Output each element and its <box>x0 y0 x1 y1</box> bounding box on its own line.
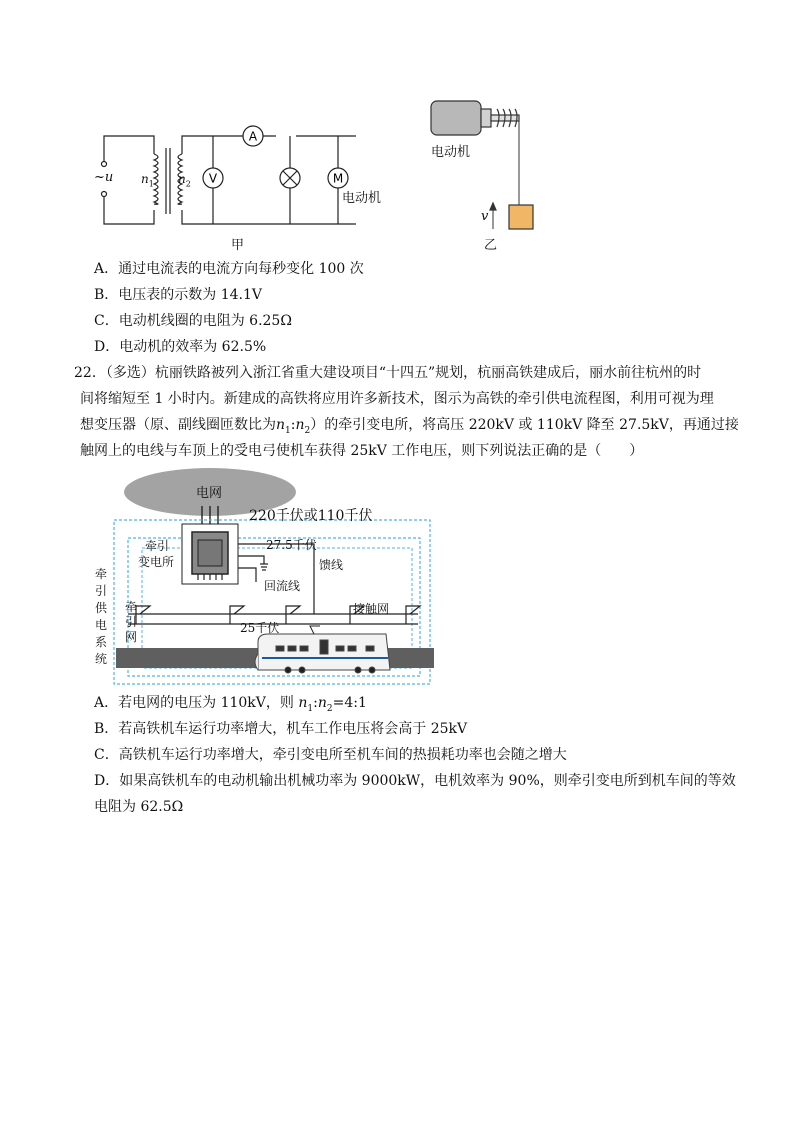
q22-text: （多选）杭丽铁路被列入浙江省重大建设项目“十四五”规划，杭丽高铁建成后，丽水前往杭州的时 <box>105 365 702 381</box>
q22-option-c <box>94 745 567 765</box>
q22-line-4: 触网上的电线与车顶上的受电弓使机车获得 25kV 工作电压，则下列说法正确的是（ ） <box>80 443 644 459</box>
option-letter: D． <box>94 339 120 355</box>
option-letter: C． <box>94 747 119 763</box>
q22-text: 想变压器（原、副线圈匝数比为 <box>80 417 276 433</box>
ratio-n: n <box>298 695 308 711</box>
n2-sub: 2 <box>185 179 191 189</box>
train-voltage-label: 25千伏 <box>240 621 280 635</box>
ratio-colon: : <box>290 417 296 433</box>
fig1-motor-label: 电动机 <box>342 191 382 206</box>
source-terminal-top <box>102 162 107 167</box>
n2-n: n <box>178 172 186 186</box>
option-letter: D． <box>94 773 120 789</box>
option-text: 电压表的示数为 14.1V <box>118 287 263 303</box>
ratio-n: n <box>317 695 327 711</box>
fig2-motor-label: 电动机 <box>431 145 471 160</box>
motor-body <box>431 101 481 135</box>
option-letter: B． <box>94 287 119 303</box>
ratio-n: n <box>276 417 286 433</box>
ratio-sub: 2 <box>326 703 333 714</box>
fig1-caption: 甲 <box>231 238 245 253</box>
net-label: 牵引网 <box>125 600 138 644</box>
ratio-sub: 1 <box>285 425 291 436</box>
option-text: 电动机线圈的电阻为 6.25Ω <box>118 313 292 329</box>
q22-option-d <box>94 771 736 791</box>
source-terminal-bottom <box>102 192 107 197</box>
grid-voltage-label: 220千伏或110千伏 <box>249 508 373 524</box>
ratio-sub: 1 <box>307 703 314 714</box>
motor-symbol-label: M <box>332 171 344 186</box>
q21-option-d <box>94 337 266 357</box>
q22-option-d-line-2: 电阻为 62.5Ω <box>94 799 184 815</box>
hanging-block <box>509 205 533 229</box>
n1-sub: 1 <box>148 179 154 189</box>
option-text: 通过电流表的电流方向每秒变化 100 次 <box>118 261 364 277</box>
q22-option-a <box>94 693 367 719</box>
return-line-label: 回流线 <box>264 579 301 593</box>
option-letter: B． <box>94 721 119 737</box>
q22-line-2: 间将缩短至 1 小时内。新建成的高铁将应用许多新技术，图示为高铁的牵引供电流程图，利用可视为理 <box>80 391 714 407</box>
ratio-sub: 2 <box>304 425 311 436</box>
source-label: ~u <box>94 170 114 185</box>
option-letter: A． <box>94 695 119 711</box>
option-letter: C． <box>94 313 119 329</box>
system-label: 牵引供电系统 <box>95 567 108 666</box>
option-text: =4:1 <box>332 695 367 711</box>
fig2-caption: 乙 <box>484 238 498 253</box>
q21-option-b <box>94 285 262 305</box>
primary-coil <box>154 154 158 204</box>
n1-n: n <box>141 172 149 186</box>
ammeter-label: A <box>248 129 258 144</box>
question-number: 22． <box>74 365 106 381</box>
ratio-n: n <box>295 417 305 433</box>
option-text: 如果高铁机车的电动机输出机械功率为 9000kW，电机效率为 90%，则牵引变电所到机车间的等效 <box>119 773 736 789</box>
option-letter: A． <box>94 261 119 277</box>
q21-option-a <box>94 259 364 279</box>
figure-traction-supply <box>88 462 438 690</box>
q22-option-b <box>94 719 467 739</box>
feeder-voltage-label: 27.5千伏 <box>266 538 317 552</box>
grid-label: 电网 <box>196 486 223 501</box>
voltmeter-label: V <box>208 171 218 186</box>
n2-label <box>178 172 191 188</box>
velocity-label: v <box>481 209 489 224</box>
q21-option-c <box>94 311 292 331</box>
q22-line-1 <box>74 363 701 383</box>
figure-motor-yi <box>425 95 555 245</box>
n1-label <box>141 172 154 188</box>
ratio-colon: : <box>313 695 318 711</box>
contact-net-label: 接触网 <box>353 602 390 616</box>
option-text: 电动机的效率为 62.5% <box>119 339 267 355</box>
substation-label-1: 牵引 <box>145 539 170 553</box>
option-text: 若电网的电压为 110kV，则 <box>118 695 299 711</box>
feeder-label: 馈线 <box>319 558 344 572</box>
q22-text: ）的牵引变电所，将高压 220kV 或 110kV 降至 27.5kV，再通过接 <box>310 417 739 433</box>
q22-line-3 <box>80 415 739 441</box>
substation-label-2: 变电所 <box>138 555 175 569</box>
option-text: 高铁机车运行功率增大，牵引变电所至机车间的热损耗功率也会随之增大 <box>118 747 567 763</box>
option-text: 若高铁机车运行功率增大，机车工作电压将会高于 25kV <box>118 721 468 737</box>
